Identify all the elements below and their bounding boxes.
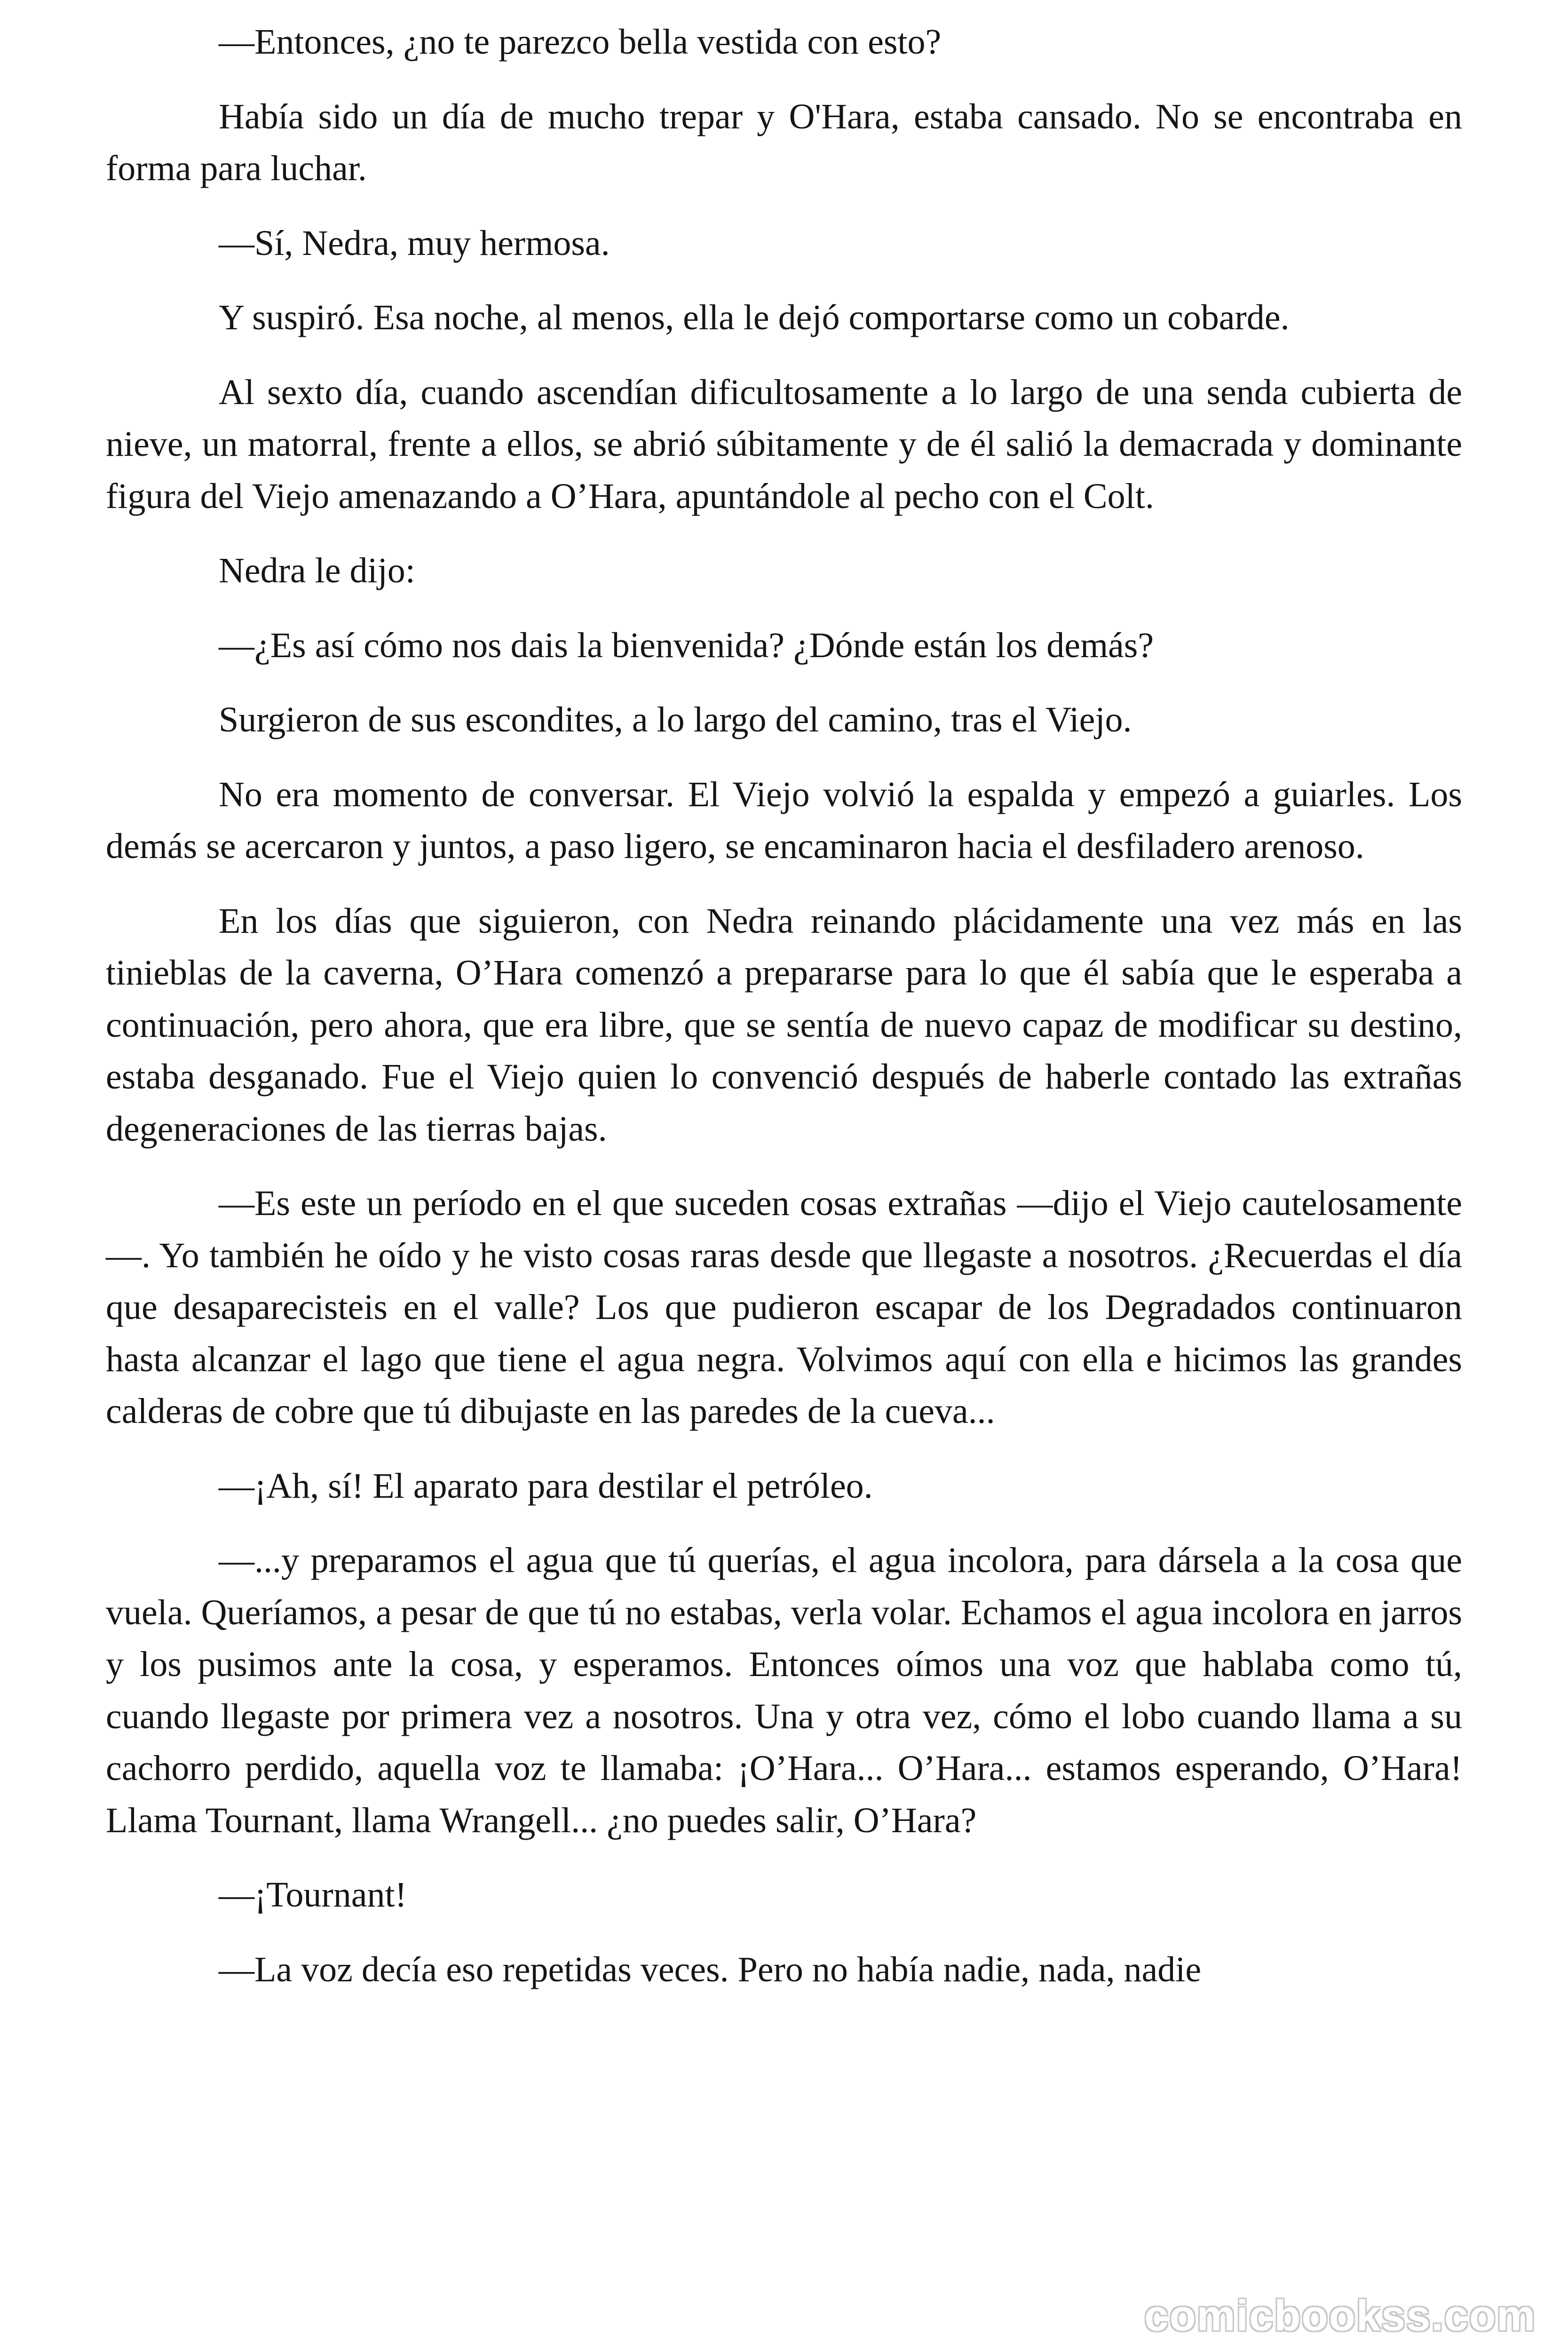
paragraph: —La voz decía eso repetidas veces. Pero no había nadie, nada, nadie: [219, 1949, 1202, 1989]
paragraph: —...y preparamos el agua que tú querías, el agua incolora, para dársela a la cosa que vuela. Queríamos, a pesar de que tú no estabas, verla volar. Echamos el agua incolora en jarros y los pusimos ante la cosa, y esperamos. Entonces oímos una voz que hablaba como tú, cuando llegaste por primera vez a nosotros. Una y otra vez, cómo el lobo cuando llama a su cachorro perdido, aquella voz te llamaba: ¡O’Hara... O’Hara... estamos esperando, O’Hara! Llama Tournant, llama Wrangell... ¿no puedes salir, O’Hara?: [106, 1541, 1462, 1840]
paragraph: —¿Es así cómo nos dais la bienvenida? ¿Dónde están los demás?: [219, 625, 1154, 665]
paragraph: —Entonces, ¿no te parezco bella vestida con esto?: [219, 22, 942, 62]
paragraph: —Es este un período en el que suceden cosas extrañas —dijo el Viejo cautelosamente—. Yo también he oído y he visto cosas raras desde que llegaste a nosotros. ¿Recuerdas el día que desaparecisteis en el valle? Los que pudieron escapar de los Degradados continuaron hasta alcanzar el lago que tiene el agua negra. Volvimos aquí con ella e hicimos las grandes calderas de cobre que tú dibujaste en las paredes de la cueva...: [106, 1184, 1462, 1431]
paragraph: Al sexto día, cuando ascendían dificultosamente a lo largo de una senda cubierta de nieve, un matorral, frente a ellos, se abrió súbitamente y de él salió la demacrada y dominante figura del Viejo amenazando a O’Hara, apuntándole al pecho con el Colt.: [106, 372, 1462, 516]
paragraph: —¡Tournant!: [219, 1875, 407, 1915]
paragraph: Y suspiró. Esa noche, al menos, ella le dejó comportarse como un cobarde.: [219, 298, 1290, 337]
paragraph: En los días que siguieron, con Nedra reinando plácidamente una vez más en las tinieblas de la caverna, O’Hara comenzó a prepararse para lo que él sabía que le esperaba a continuación, pero ahora, que era libre, que se sentía de nuevo capaz de modificar su destino, estaba desganado. Fue el Viejo quien lo convenció después de haberle contado las extrañas degeneraciones de las tierras bajas.: [106, 901, 1462, 1149]
paragraph: Surgieron de sus escondites, a lo largo del camino, tras el Viejo.: [219, 700, 1132, 739]
paragraph: Había sido un día de mucho trepar y O'Hara, estaba cansado. No se encontraba en forma para luchar.: [106, 96, 1462, 188]
watermark: comicbookss.com: [1140, 2290, 1541, 2342]
paragraph: —¡Ah, sí! El aparato para destilar el petróleo.: [219, 1466, 873, 1506]
paragraph: Nedra le dijo:: [219, 551, 415, 590]
paragraph: —Sí, Nedra, muy hermosa.: [219, 223, 610, 263]
paragraph: No era momento de conversar. El Viejo volvió la espalda y empezó a guiarles. Los demás se acercaron y juntos, a paso ligero, se encaminaron hacia el desfiladero arenoso.: [106, 774, 1462, 866]
